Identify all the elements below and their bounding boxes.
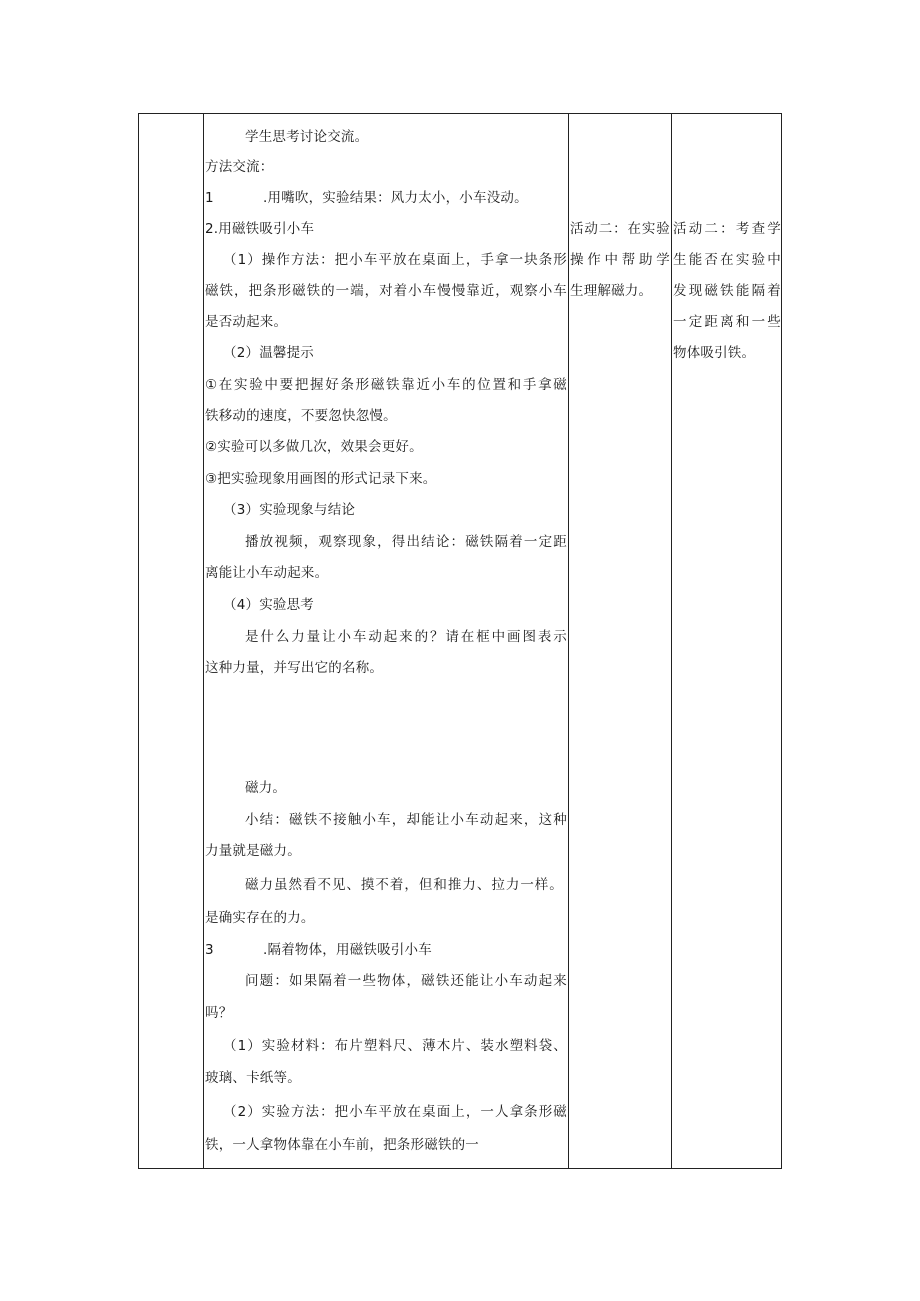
- text-line: （1）实验材料：布片塑料尺、薄木片、装水塑料袋、: [223, 1038, 567, 1054]
- text-line: 生能否在实验中: [673, 252, 781, 268]
- text-line: 是否动起来。: [205, 314, 288, 330]
- text-line: （4）实验思考: [223, 597, 314, 613]
- text-line: 物体吸引铁。: [673, 345, 756, 361]
- text-line: 磁铁，把条形磁铁的一端，对着小车慢慢靠近，观察小车: [205, 283, 567, 299]
- text-line: 2.用磁铁吸引小车: [205, 221, 315, 237]
- text-line: （1）操作方法：把小车平放在桌面上，手拿一块条形: [223, 252, 567, 268]
- table-col-divider-3: [671, 113, 672, 1169]
- list-text: .隔着物体，用磁铁吸引小车: [263, 942, 432, 958]
- text-line: 问题：如果隔着一些物体，磁铁还能让小车动起来: [245, 973, 567, 989]
- text-line: 磁力虽然看不见、摸不着，但和推力、拉力一样。: [245, 877, 563, 893]
- text-line: 铁移动的速度，不要忽快忽慢。: [205, 408, 397, 424]
- list-number: 1: [205, 190, 214, 206]
- text-line: ③把实验现象用画图的形式记录下来。: [205, 471, 437, 487]
- text-line: 磁力。: [245, 780, 287, 796]
- table-col-divider-2: [568, 113, 569, 1169]
- text-line: 是什么力量让小车动起来的？请在框中画图表示: [245, 629, 567, 645]
- text-line: 是确实存在的力。: [205, 910, 315, 926]
- text-line: 播放视频，观察现象，得出结论：磁铁隔着一定距: [245, 534, 567, 550]
- text-line: 发现磁铁能隔着: [673, 283, 781, 299]
- text-line: 吗？: [205, 1005, 233, 1021]
- text-line: 离能让小车动起来。: [205, 565, 329, 581]
- text-line: [205, 940, 432, 960]
- text-line: 小结：磁铁不接触小车，却能让小车动起来，这种: [245, 812, 567, 828]
- text-line: 活动二：在实验: [570, 221, 670, 237]
- text-line: 铁，一人拿物体靠在小车前，把条形磁铁的一: [205, 1137, 479, 1153]
- text-line: 力量就是磁力。: [205, 843, 301, 859]
- text-line: （3）实验现象与结论: [223, 502, 356, 518]
- text-line: 一定距离和一些: [673, 314, 781, 330]
- text-line: 生理解磁力。: [570, 283, 653, 299]
- text-line: 操作中帮助学: [570, 252, 670, 268]
- table-col-divider-1: [203, 113, 204, 1169]
- table-bottom-border: [138, 1168, 782, 1169]
- list-number: 3: [205, 942, 214, 958]
- text-line: 活动二：考查学: [673, 221, 781, 237]
- text-line: 方法交流：: [205, 159, 274, 175]
- text-line: （2）温馨提示: [223, 345, 314, 361]
- table-left-border: [138, 113, 139, 1169]
- text-line: 玻璃、卡纸等。: [205, 1070, 301, 1086]
- text-line: 学生思考讨论交流。: [245, 129, 369, 145]
- table-top-border: [138, 113, 782, 114]
- table-right-border: [781, 113, 782, 1169]
- text-line: [205, 188, 528, 208]
- text-line: （2）实验方法：把小车平放在桌面上，一人拿条形磁: [223, 1104, 567, 1120]
- text-line: 这种力量，并写出它的名称。: [205, 660, 384, 676]
- text-line: ②实验可以多做几次，效果会更好。: [205, 439, 423, 455]
- text-line: ①在实验中要把握好条形磁铁靠近小车的位置和手拿磁: [205, 377, 567, 393]
- list-text: .用嘴吹，实验结果：风力太小，小车没动。: [263, 190, 528, 206]
